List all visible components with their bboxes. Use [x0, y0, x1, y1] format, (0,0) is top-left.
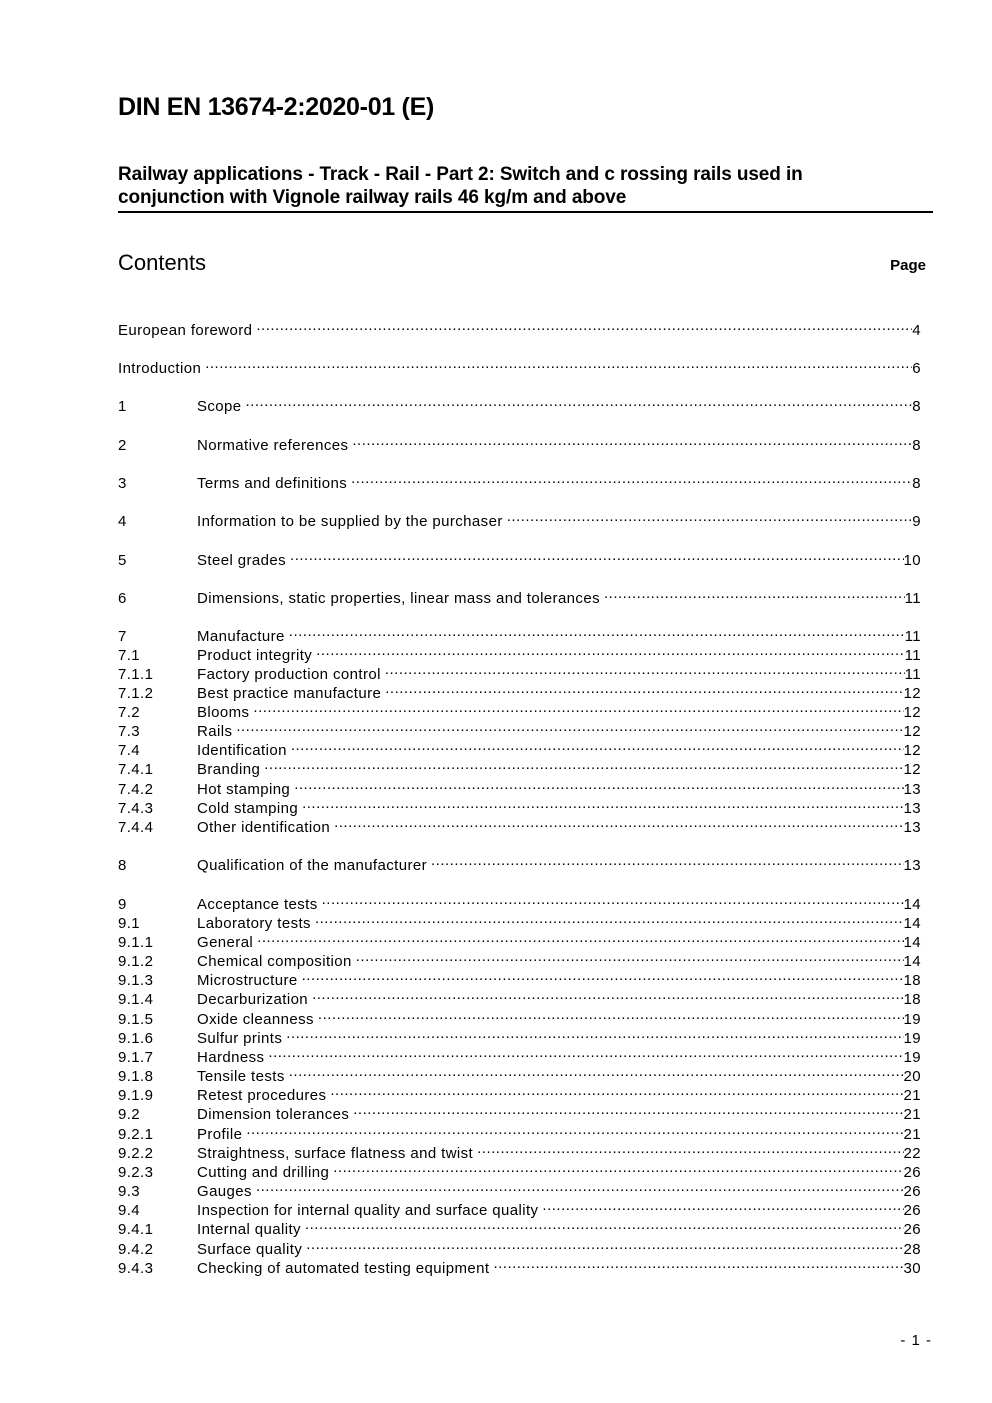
toc-entry[interactable]: [118, 947, 921, 970]
toc-entry-title: Factory production control: [197, 666, 381, 683]
toc-entry-page: 4: [912, 322, 921, 339]
toc-entry-title: Steel grades: [197, 552, 287, 569]
toc-entry-number: 7.4.3: [118, 800, 154, 817]
toc-entry[interactable]: [118, 469, 921, 492]
toc-entry-number: 9.1.3: [118, 972, 154, 989]
toc-entry-page: 12: [903, 761, 921, 778]
toc-entry[interactable]: [118, 392, 921, 415]
toc-dot-leader: [205, 354, 912, 373]
toc-dot-leader: [291, 736, 904, 755]
toc-dot-leader: [253, 698, 903, 717]
toc-entry[interactable]: [118, 1062, 921, 1085]
toc-entry-title: Terms and definitions: [197, 475, 348, 492]
toc-dot-leader: [315, 909, 904, 928]
toc-dot-leader: [264, 755, 903, 774]
toc-entry-title: General: [197, 934, 254, 951]
toc-entry[interactable]: [118, 928, 921, 951]
toc-dot-leader: [507, 507, 913, 526]
toc-entry[interactable]: [118, 622, 921, 645]
toc-entry-title: Cold stamping: [197, 800, 299, 817]
document-title: DIN EN 13674-2:2020-01 (E): [118, 93, 434, 121]
toc-entry-page: 22: [903, 1145, 921, 1162]
toc-entry[interactable]: [118, 909, 921, 932]
toc-entry-page: 13: [903, 800, 921, 817]
toc-entry-title: Retest procedures: [197, 1087, 327, 1104]
toc-dot-leader: [289, 622, 905, 641]
toc-entry[interactable]: [118, 717, 921, 740]
toc-entry-number: 6: [118, 590, 127, 607]
toc-entry-page: 28: [903, 1241, 921, 1258]
toc-entry-page: 14: [903, 915, 921, 932]
toc-dot-leader: [493, 1254, 903, 1273]
toc-entry-number: 9.1: [118, 915, 141, 932]
toc-entry[interactable]: [118, 584, 921, 607]
toc-entry[interactable]: [118, 1158, 921, 1181]
toc-entry-page: 26: [903, 1221, 921, 1238]
toc-entry-title: Profile: [197, 1126, 243, 1143]
toc-dot-leader: [294, 775, 903, 794]
toc-entry[interactable]: [118, 354, 921, 377]
toc-entry[interactable]: [118, 1254, 921, 1277]
toc-dot-leader: [246, 1120, 903, 1139]
toc-dot-leader: [351, 469, 912, 488]
toc-entry-number: 9.1.1: [118, 934, 154, 951]
toc-entry-page: 14: [903, 953, 921, 970]
toc-entry-number: 9.1.7: [118, 1049, 154, 1066]
toc-entry-page: 9: [912, 513, 921, 530]
toc-entry[interactable]: [118, 431, 921, 454]
toc-entry-number: 7.2: [118, 704, 141, 721]
toc-entry[interactable]: [118, 851, 921, 874]
toc-entry-page: 26: [903, 1202, 921, 1219]
toc-entry-title: Product integrity: [197, 647, 313, 664]
toc-entry-title: European foreword: [118, 322, 253, 339]
toc-entry-page: 30: [903, 1260, 921, 1277]
toc-dot-leader: [306, 1235, 903, 1254]
toc-entry[interactable]: [118, 1235, 921, 1258]
toc-entry-number: 7.4.2: [118, 781, 154, 798]
toc-entry-title: Scope: [197, 398, 242, 415]
toc-entry-number: 9.1.8: [118, 1068, 154, 1085]
toc-entry-number: 9.1.4: [118, 991, 154, 1008]
toc-entry-number: 7.4.1: [118, 761, 154, 778]
toc-dot-leader: [302, 966, 904, 985]
toc-dot-leader: [312, 985, 903, 1004]
toc-entry[interactable]: [118, 755, 921, 778]
toc-dot-leader: [604, 584, 905, 603]
toc-dot-leader: [256, 1177, 904, 1196]
toc-entry-page: 21: [903, 1126, 921, 1143]
toc-dot-leader: [385, 660, 905, 679]
toc-entry-number: 7: [118, 628, 127, 645]
toc-entry-number: 9.4: [118, 1202, 141, 1219]
toc-dot-leader: [290, 546, 903, 565]
toc-entry[interactable]: [118, 546, 921, 569]
toc-entry[interactable]: [118, 316, 921, 339]
toc-dot-leader: [286, 1024, 903, 1043]
toc-dot-leader: [268, 1043, 903, 1062]
toc-entry-title: Straightness, surface flatness and twist: [197, 1145, 474, 1162]
toc-entry-page: 26: [903, 1183, 921, 1200]
toc-entry-page: 18: [903, 972, 921, 989]
toc-entry[interactable]: [118, 813, 921, 836]
toc-dot-leader: [289, 1062, 904, 1081]
toc-entry-title: Dimension tolerances: [197, 1106, 350, 1123]
toc-entry-number: 9.1.6: [118, 1030, 154, 1047]
toc-entry-title: Decarburization: [197, 991, 309, 1008]
toc-entry[interactable]: [118, 1215, 921, 1238]
toc-entry[interactable]: [118, 698, 921, 721]
toc-entry[interactable]: [118, 736, 921, 759]
toc-dot-leader: [333, 1158, 903, 1177]
toc-entry-title: Acceptance tests: [197, 896, 318, 913]
toc-entry[interactable]: [118, 679, 921, 702]
toc-entry-number: 7.1: [118, 647, 141, 664]
toc-entry-page: 12: [903, 723, 921, 740]
toc-entry-title: Tensile tests: [197, 1068, 285, 1085]
toc-entry-title: Other identification: [197, 819, 331, 836]
toc-entry[interactable]: [118, 1120, 921, 1143]
toc-entry-page: 12: [903, 704, 921, 721]
toc-entry-title: Hardness: [197, 1049, 265, 1066]
toc-entry-title: Hot stamping: [197, 781, 291, 798]
toc-entry-number: 9.2.3: [118, 1164, 154, 1181]
toc-dot-leader: [353, 1100, 903, 1119]
toc-entry-number: 7.4.4: [118, 819, 154, 836]
toc-dot-leader: [257, 928, 903, 947]
toc-entry-page: 8: [912, 475, 921, 492]
toc-dot-leader: [356, 947, 904, 966]
toc-dot-leader: [352, 431, 912, 450]
toc-entry[interactable]: [118, 660, 921, 683]
toc-dot-leader: [256, 316, 912, 335]
toc-dot-leader: [330, 1081, 903, 1100]
toc-entry-title: Chemical composition: [197, 953, 352, 970]
toc-entry[interactable]: [118, 1024, 921, 1047]
toc-entry-number: 9.2: [118, 1106, 141, 1123]
toc-entry[interactable]: [118, 890, 921, 913]
toc-entry[interactable]: [118, 985, 921, 1008]
toc-entry-title: Identification: [197, 742, 287, 759]
toc-entry-page: 12: [903, 685, 921, 702]
toc-entry-title: Best practice manufacture: [197, 685, 382, 702]
toc-entry[interactable]: [118, 1177, 921, 1200]
toc-entry-page: 11: [904, 666, 921, 683]
toc-entry-title: Inspection for internal quality and surface quality: [197, 1202, 539, 1219]
toc-entry-page: 19: [903, 1011, 921, 1028]
toc-entry-title: Manufacture: [197, 628, 285, 645]
toc-entry[interactable]: [118, 1043, 921, 1066]
toc-entry-page: 12: [903, 742, 921, 759]
toc-entry-page: 10: [903, 552, 921, 569]
toc-entry-title: Dimensions, static properties, linear mass and tolerances: [197, 590, 600, 607]
toc-entry[interactable]: [118, 794, 921, 817]
toc-entry-title: Rails: [197, 723, 233, 740]
toc-entry-title: Branding: [197, 761, 261, 778]
toc-entry-title: Surface quality: [197, 1241, 303, 1258]
toc-entry-number: 3: [118, 475, 127, 492]
toc-entry-number: 9.1.5: [118, 1011, 154, 1028]
toc-dot-leader: [385, 679, 903, 698]
subtitle-line-1: Railway applications - Track - Rail - Part 2: Switch and c rossing rails used in: [118, 164, 803, 185]
page-column-label: Page: [890, 257, 926, 274]
toc-entry[interactable]: [118, 966, 921, 989]
toc-entry-page: 20: [903, 1068, 921, 1085]
toc-entry-title: Information to be supplied by the purchaser: [197, 513, 503, 530]
toc-entry-page: 13: [903, 819, 921, 836]
toc-dot-leader: [305, 1215, 904, 1234]
toc-entry[interactable]: [118, 1196, 921, 1219]
toc-entry-title: Laboratory tests: [197, 915, 311, 932]
toc-entry-number: 9: [118, 896, 127, 913]
toc-entry-number: 7.1.1: [118, 666, 154, 683]
toc-entry-page: 14: [903, 934, 921, 951]
toc-entry-title: Blooms: [197, 704, 250, 721]
toc-entry-number: 9.4.1: [118, 1221, 154, 1238]
toc-entry-page: 19: [903, 1049, 921, 1066]
toc-entry-page: 8: [912, 398, 921, 415]
toc-dot-leader: [302, 794, 903, 813]
toc-entry-title: Oxide cleanness: [197, 1011, 314, 1028]
toc-entry[interactable]: [118, 507, 921, 530]
toc-entry-number: 9.1.9: [118, 1087, 154, 1104]
toc-entry-number: 9.1.2: [118, 953, 154, 970]
toc-entry-page: 13: [903, 781, 921, 798]
toc-entry-title: Checking of automated testing equipment: [197, 1260, 490, 1277]
toc-entry-page: 6: [912, 360, 921, 377]
toc-entry[interactable]: [118, 641, 921, 664]
toc-entry-number: 8: [118, 857, 127, 874]
toc-dot-leader: [316, 641, 904, 660]
toc-entry-number: 9.4.2: [118, 1241, 154, 1258]
toc-entry-title: Internal quality: [197, 1221, 301, 1238]
subtitle-line-2: conjunction with Vignole railway rails 46 kg/m and above: [118, 187, 627, 208]
toc-entry-page: 26: [903, 1164, 921, 1181]
toc-entry-title: Introduction: [118, 360, 202, 377]
toc-entry[interactable]: [118, 1005, 921, 1028]
toc-entry-number: 9.3: [118, 1183, 141, 1200]
toc-entry-title: Sulfur prints: [197, 1030, 283, 1047]
contents-heading: Contents: [118, 250, 207, 275]
toc-entry-number: 7.3: [118, 723, 141, 740]
toc-entry-title: Qualification of the manufacturer: [197, 857, 427, 874]
toc-entry-page: 21: [903, 1106, 921, 1123]
toc-dot-leader: [318, 1005, 904, 1024]
toc-entry[interactable]: [118, 775, 921, 798]
toc-entry-number: 7.1.2: [118, 685, 154, 702]
toc-entry-number: 7.4: [118, 742, 141, 759]
toc-dot-leader: [431, 851, 904, 870]
page-number: - 1 -: [900, 1332, 932, 1349]
toc-entry-number: 9.2.2: [118, 1145, 154, 1162]
toc-entry[interactable]: [118, 1081, 921, 1104]
toc-entry[interactable]: [118, 1139, 921, 1162]
toc-entry-title: Cutting and drilling: [197, 1164, 330, 1181]
toc-entry-title: Microstructure: [197, 972, 298, 989]
toc-entry-page: 11: [904, 590, 921, 607]
toc-entry-page: 14: [903, 896, 921, 913]
toc-entry-number: 9.2.1: [118, 1126, 154, 1143]
toc-dot-leader: [334, 813, 903, 832]
toc-dot-leader: [236, 717, 903, 736]
toc-entry-page: 21: [903, 1087, 921, 1104]
toc-entry-page: 19: [903, 1030, 921, 1047]
toc-entry-number: 4: [118, 513, 127, 530]
toc-entry-page: 11: [904, 628, 921, 645]
toc-entry-page: 11: [904, 647, 921, 664]
toc-entry-number: 1: [118, 398, 127, 415]
document-subtitle: [118, 163, 933, 213]
toc-dot-leader: [542, 1196, 903, 1215]
toc-entry[interactable]: [118, 1100, 921, 1123]
toc-dot-leader: [477, 1139, 903, 1158]
toc-entry-number: 2: [118, 437, 127, 454]
toc-entry-page: 8: [912, 437, 921, 454]
toc-entry-title: Gauges: [197, 1183, 252, 1200]
toc-entry-number: 9.4.3: [118, 1260, 154, 1277]
toc-entry-number: 5: [118, 552, 127, 569]
toc-dot-leader: [246, 392, 913, 411]
toc-dot-leader: [322, 890, 904, 909]
toc-entry-page: 18: [903, 991, 921, 1008]
toc-entry-title: Normative references: [197, 437, 349, 454]
toc-entry-page: 13: [903, 857, 921, 874]
